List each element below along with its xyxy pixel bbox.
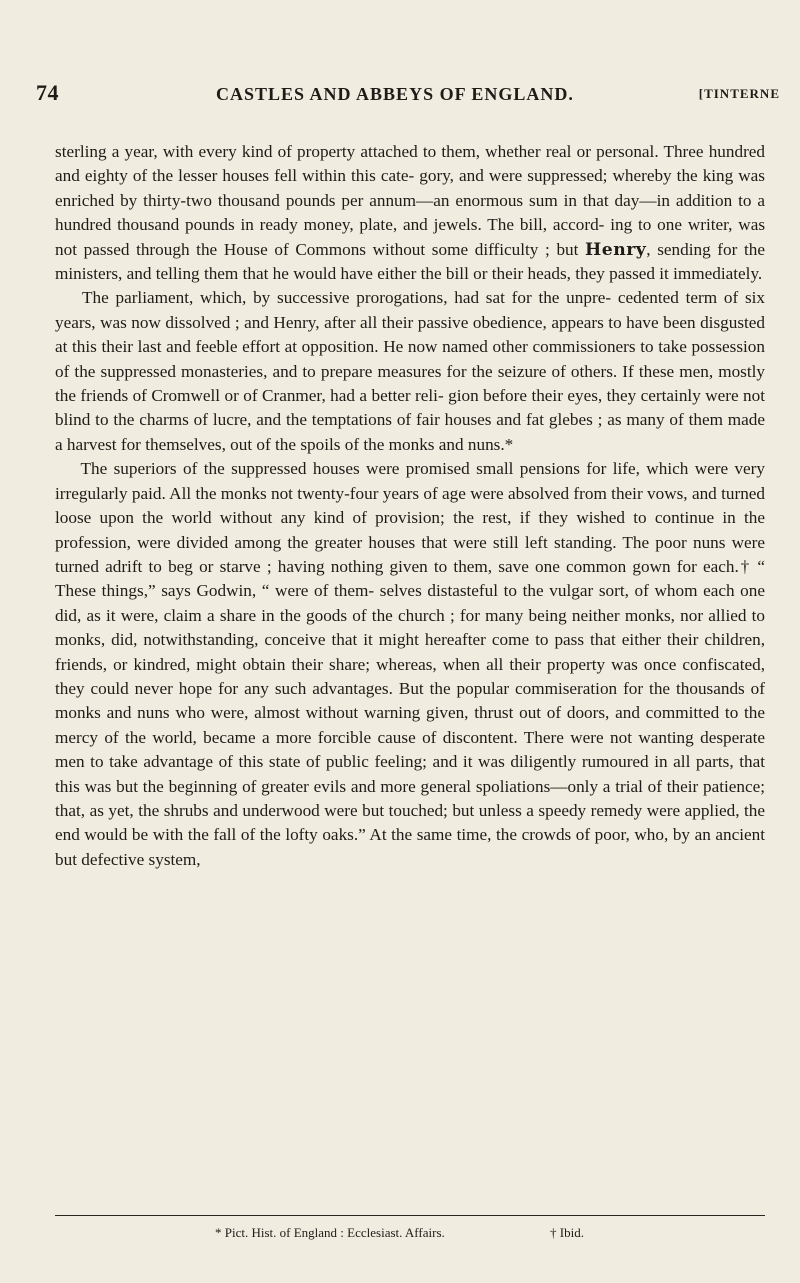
footnote: † Ibid.: [550, 1225, 584, 1240]
page-number: 74: [36, 80, 59, 105]
text-line: passive obedience, appears to have been disgusted at this their last and feeble: [55, 312, 766, 357]
footnote: * Pict. Hist. of England : Ecclesiast. Affairs.: [215, 1225, 445, 1240]
text-line: gion before their eyes, they certainly were not blind to the charms of lucre, and: [55, 386, 766, 430]
text-line: thousand pounds per annum—an enormous sum in that day—in addition to a: [217, 190, 765, 210]
text-line: monks, did, notwithstanding, conceive that it might hereafter come to pass that: [55, 630, 616, 650]
paragraph: [55, 286, 765, 457]
text-line: were divided among the greater houses that were still left standing. The poor: [137, 532, 687, 552]
text-line: ing to one writer, was not passed through the House of Commons without some: [55, 215, 766, 259]
footnotes: [55, 1225, 765, 1245]
text-line: gory, and were suppressed; whereby the king was enriched by thirty-two: [55, 166, 766, 210]
page-header: [36, 80, 780, 110]
blackletter-name: Henry: [585, 239, 647, 260]
text-line: If these men, mostly the friends of Cromwell or of Cranmer, had a better reli-: [55, 361, 766, 406]
text-line: beginning of greater evils and more general spoliations—only a trial of their: [168, 776, 699, 796]
text-line: personal. Three hundred and eighty of the lesser houses fell within this cate-: [55, 142, 766, 186]
text-line: hundred thousand pounds in ready money, plate, and jewels. The bill, accord-: [55, 215, 605, 235]
text-line: the temptations of fair houses and fat glebes ; as many of them made a harvest: [55, 410, 765, 454]
running-section: [TINTERNE: [698, 86, 780, 101]
text-line: selves distasteful to the vulgar sort, of whom each one did, as it were, claim a: [55, 581, 766, 625]
text-line: when all their property was once confiscated, they could never hope for any: [55, 654, 765, 698]
paragraph: [55, 457, 765, 872]
text-line: either their children, friends, or kindred, might obtain their share; whereas,: [55, 630, 765, 674]
text-line: life, which were very irregularly paid. All the monks not twenty-four years: [55, 459, 766, 503]
text-line: sterling a year, with every kind of property attached to them, whether real or: [55, 142, 591, 161]
text-line: have either the bill or their heads, they passed it immediately.: [340, 264, 763, 284]
text-line: The parliament, which, by successive prorogations, had sat for the unpre-: [82, 288, 612, 308]
text-line: committed to the mercy of the world, became a more forcible cause of discontent.: [55, 703, 766, 747]
running-title: CASTLES AND ABBEYS OF ENGLAND.: [216, 84, 574, 104]
text-line: of age were absolved from their vows, and turned loose upon the world without: [55, 483, 766, 528]
text-line: such advantages. But the popular commiseration for the thousands of monks: [55, 678, 765, 723]
text-line: patience; that, as yet, the shrubs and underwood were but touched; but unless: [55, 776, 766, 820]
text-line: feeling; and it was diligently rumoured in all parts, that this was but the: [55, 752, 765, 796]
text-line: share in the goods of the church ; for many being neither monks, nor allied to: [219, 605, 766, 625]
text-line: There were not wanting desperate men to take advantage of this state of public: [55, 727, 765, 772]
text-line: The superiors of the suppressed houses were promised small pensions for: [80, 459, 607, 479]
text-line: and nuns who were, almost without warning given, thrust out of doors, and: [106, 703, 640, 723]
text-line: for themselves, out of the spoils of the monks and nuns.*: [120, 434, 514, 454]
text-line: one common gown for each.† “ These things,” says Godwin, “ were of them-: [55, 556, 765, 601]
text-line: , sending for the ministers, and telling them that he would: [55, 239, 765, 284]
footnote-divider: [55, 1215, 765, 1216]
text-line: difficulty ; but: [474, 239, 586, 259]
text-line: effort at opposition. He now named other commissioners to take possession of: [55, 337, 765, 381]
text-line: nuns were turned adrift to beg or starve ; having nothing given to them, save: [55, 532, 766, 576]
body-text: [55, 140, 765, 872]
text-line: any kind of provision; the rest, if they wished to continue in the profession,: [55, 508, 765, 552]
text-line: At the same time, the crowds of poor, who, by an ancient but defective system,: [55, 825, 765, 869]
text-line: cedented term of six years, was now dissolved ; and Henry, after all their: [55, 288, 766, 332]
text-line: the suppressed monasteries, and to prepare measures for the seizure of others.: [74, 361, 618, 381]
paragraph: [55, 140, 765, 286]
text-line: a speedy remedy were applied, the end would be with the fall of the lofty oaks.”: [55, 800, 765, 845]
